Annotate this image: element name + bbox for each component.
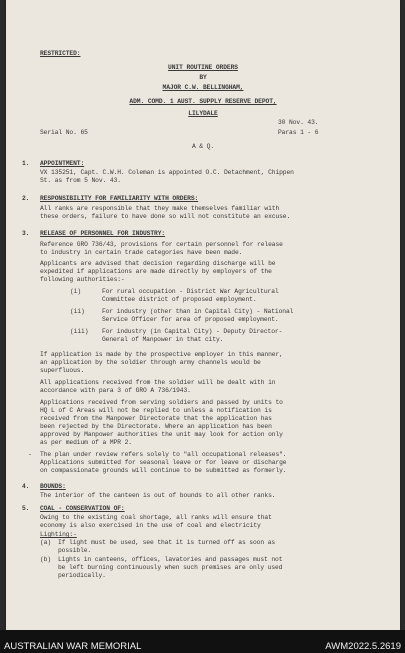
title-line-3: MAJOR C.W. BELLINGHAM, — [162, 84, 244, 91]
para-3-line: Applications received from serving soldiers and passed by units to — [40, 399, 283, 406]
para-3-line: Applications submitted for seasonal leave or for leave or discharge — [40, 459, 287, 466]
item-a-line: If light must be used, see that it is turned off as soon as — [58, 539, 276, 546]
para-3-heading: RELEASE OF PERSONNEL FOR INDUSTRY: — [40, 230, 166, 237]
item-iii-line: For industry (in Capital City) - Deputy Director- — [102, 328, 283, 335]
title-line-1: UNIT ROUTINE ORDERS — [168, 64, 238, 71]
para-3-line: superfluous. — [40, 367, 85, 374]
item-i-line: For rural occupation - District War Agricultural — [102, 288, 279, 295]
item-ii-line: Service Officer for area of proposed employment. — [102, 316, 279, 323]
para-3-line: All applications received from the soldier will be dealt with in — [40, 379, 276, 386]
para-5-number: 5. — [22, 505, 30, 512]
para-4-heading: BOUNDS: — [40, 483, 66, 490]
para-2-line: these orders, failure to have done so will not constitute an excuse. — [40, 213, 291, 220]
item-b-line: be left burning continuously when such premises are only used — [58, 564, 283, 571]
title-line-5: LILYDALE — [188, 110, 218, 117]
footer-accession-id: AWM2022.5.2619 — [325, 641, 401, 652]
para-2-number: 2. — [22, 195, 30, 202]
order-date: 30 Nov. 43. — [278, 119, 319, 126]
title-line-2: BY — [199, 74, 207, 81]
item-ii-line: For industry (other than in Capital City) - National — [102, 308, 294, 315]
para-3-line: on compassionate grounds will continue to be submitted as formerly. — [40, 467, 287, 474]
item-b-line: Lights in canteens, offices, lavatories and passages must not — [58, 556, 283, 563]
para-4-number: 4. — [22, 483, 30, 490]
item-a-line: possible. — [58, 547, 92, 554]
para-3-line: following authorities:- — [40, 276, 125, 283]
item-i-line: Committee district of proposed employment. — [102, 296, 257, 303]
para-3-line: Reference GRO 736/43, provisions for certain personnel for release — [40, 241, 283, 248]
para-3-line: If application is made by the prospective employer in this manner, — [40, 351, 283, 358]
para-3-line: received from the Manpower Directorate that the application has — [40, 415, 272, 422]
bullet-dash: - — [28, 451, 32, 458]
item-ii-number: (ii) — [70, 308, 85, 315]
para-3-line: The plan under review refers solely to "all occupational releases". — [40, 451, 287, 458]
para-3-line: an application by the soldier through army channels would be — [40, 359, 261, 366]
para-3-line: approved by Manpower authorities the unit may look for action only — [40, 431, 283, 438]
para-5-line: economy is also exercised in the use of coal and electricity — [40, 522, 261, 529]
item-i-number: (i) — [70, 288, 82, 295]
para-3-number: 3. — [22, 230, 30, 237]
classification-label: RESTRICTED: — [40, 50, 81, 57]
para-4-line: The interior of the canteen is out of bounds to all other ranks. — [40, 492, 276, 499]
para-1-line: St. as from 5 Nov. 43. — [40, 177, 121, 184]
para-3-line: to industry in certain trade categories have been made. — [40, 249, 243, 256]
item-b-number: (b) — [40, 556, 52, 563]
para-2-heading: RESPONSIBILITY FOR FAMILIARITY WITH ORDERS: — [40, 195, 199, 202]
para-2-line: All ranks are responsible that they make themselves familiar with — [40, 205, 280, 212]
para-3-line: expedited if applications are made directly by employers of the — [40, 268, 272, 275]
lighting-subheading: Lighting:- — [40, 531, 77, 538]
item-a-number: (a) — [40, 539, 52, 546]
para-3-line: Applicants are advised that decision regarding discharge will be — [40, 260, 276, 267]
footer-source: AUSTRALIAN WAR MEMORIAL — [4, 641, 142, 652]
title-line-4: ADM. COMD. 1 AUST. SUPPLY RESERVE DEPOT, — [129, 98, 277, 105]
serial-number: Serial No. 65 — [40, 129, 88, 136]
footer-bar — [0, 630, 405, 653]
para-3-line: HQ L of C Areas will not be replied to unless a notification is — [40, 407, 272, 414]
para-3-line: as per medium of a MPR 2. — [40, 439, 132, 446]
item-b-line: periodically. — [58, 572, 106, 579]
item-iii-line: General of Manpower in that city. — [102, 336, 224, 343]
section-heading: A & Q. — [191, 143, 215, 150]
para-1-line: VX 135251, Capt. C.W.H. Coleman is appointed O.C. Detachment, Chippen — [40, 169, 294, 176]
para-5-heading: COAL - CONSERVATION OF: — [40, 505, 125, 512]
para-5-line: Owing to the existing coal shortage, all ranks will ensure that — [40, 514, 272, 521]
item-iii-number: (iii) — [70, 328, 89, 335]
para-1-number: 1. — [22, 160, 30, 167]
para-1-heading: APPOINTMENT: — [40, 160, 85, 167]
para-3-line: been rejected by the Directorate. Where an application has been — [40, 423, 272, 430]
paras-range: Paras 1 - 6 — [278, 129, 319, 136]
document-page — [6, 0, 400, 630]
para-3-line: accordance with para 3 of GRO A 736/1943. — [40, 387, 191, 394]
